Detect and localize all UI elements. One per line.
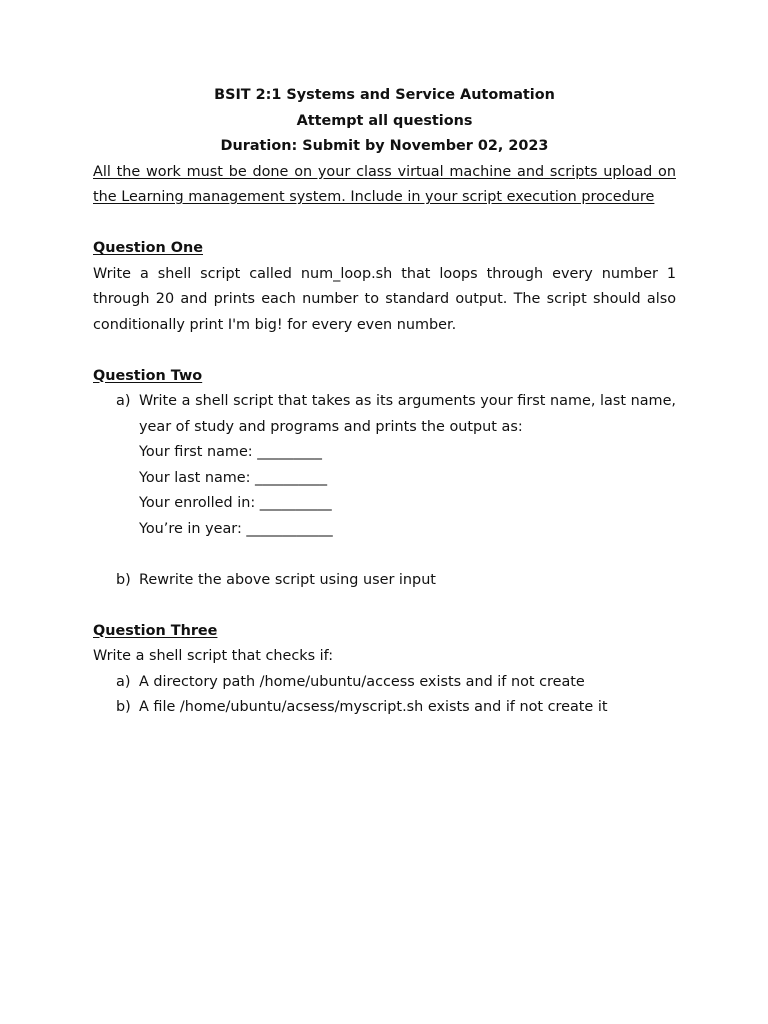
list-marker: a) — [116, 393, 131, 409]
spacer — [93, 338, 676, 364]
spacer — [93, 542, 676, 568]
question-two-item-b — [93, 568, 676, 594]
spacer — [93, 211, 676, 237]
question-two-item-a — [93, 389, 676, 440]
list-marker: b) — [116, 699, 131, 715]
document-page — [93, 83, 676, 721]
question-three-item-a-text: A directory path /home/ubuntu/access exists and if not create — [139, 673, 585, 690]
intro-paragraph: All the work must be done on your class virtual machine and scripts upload on the Learning management system. Include in your script execution procedure — [93, 163, 676, 205]
question-one-body: Write a shell script called num_loop.sh that loops through every number 1 through 20 and prints each number to standard output. The script should also conditionally print I'm big! for every even number. — [93, 265, 676, 333]
question-three-item-b — [93, 695, 676, 721]
question-three-heading: Question Three — [93, 622, 218, 639]
duration-line: Duration: Submit by November 02, 2023 — [220, 138, 549, 154]
output-line-last-name: Your last name: __________ — [139, 469, 328, 486]
question-three-lead: Write a shell script that checks if: — [93, 648, 334, 664]
output-line-first-name: Your first name: _________ — [139, 444, 322, 460]
course-title: BSIT 2:1 Systems and Service Automation — [214, 87, 555, 103]
question-one-heading: Question One — [93, 240, 203, 256]
question-two-item-b-text: Rewrite the above script using user input — [139, 571, 436, 588]
question-three-item-a — [93, 670, 676, 696]
list-marker: b) — [116, 571, 131, 588]
question-two-item-a-text: Write a shell script that takes as its arguments your first name, last name, year of study and programs and prints the output as: — [139, 393, 676, 435]
output-line-year: You’re in year: ____________ — [139, 520, 333, 537]
question-three-item-b-text: A file /home/ubuntu/acsess/myscript.sh exists and if not create it — [139, 699, 608, 715]
question-two-heading: Question Two — [93, 367, 203, 384]
list-marker: a) — [116, 673, 131, 690]
output-line-enrolled: Your enrolled in: __________ — [139, 495, 332, 511]
spacer — [93, 593, 676, 619]
instruction-line: Attempt all questions — [296, 112, 473, 129]
